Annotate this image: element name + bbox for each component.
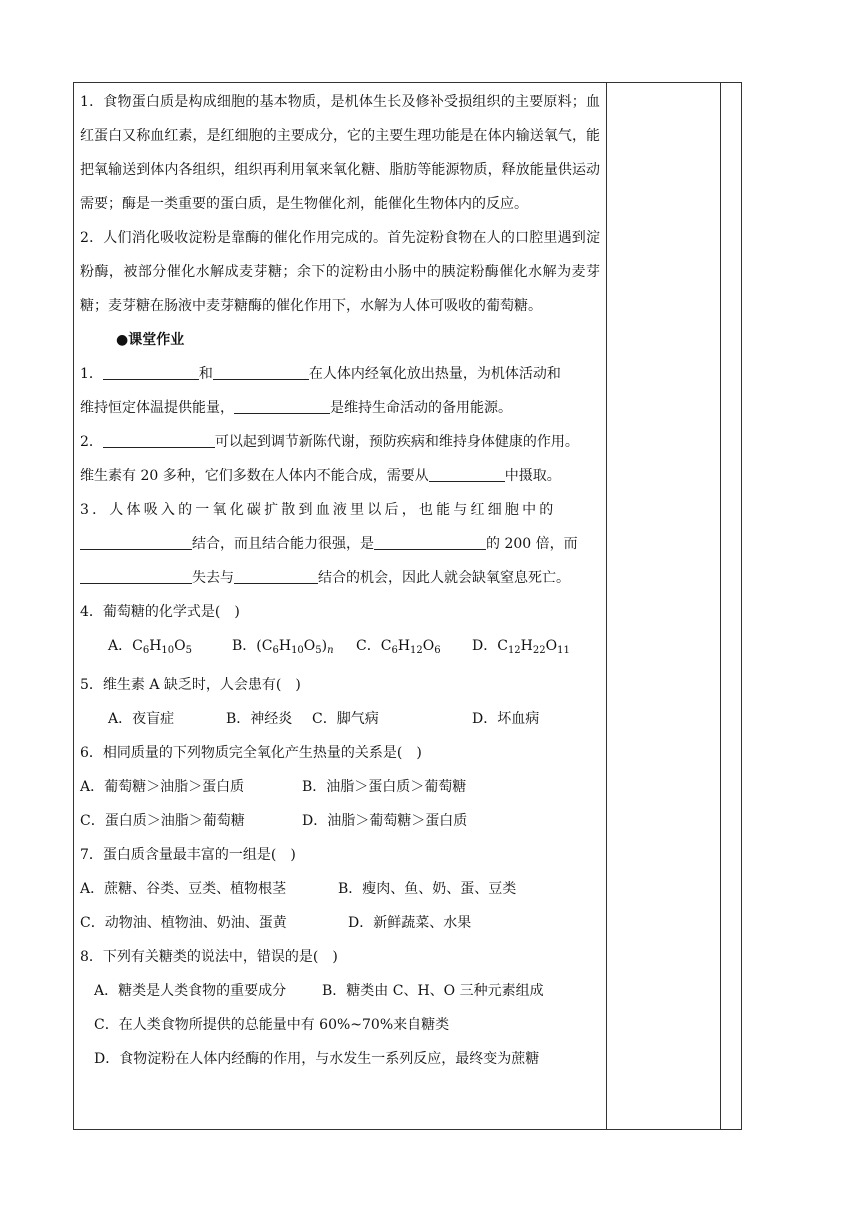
column-divider-1 xyxy=(606,83,607,1129)
option-5a[interactable]: A．夜盲症 xyxy=(108,711,175,727)
question-4-stem: 4．葡萄糖的化学式是( ) xyxy=(80,604,240,620)
option-5d[interactable]: D．坏血病 xyxy=(472,711,540,727)
question-7-stem: 7．蛋白质含量最丰富的一组是( ) xyxy=(80,847,296,863)
question-6-stem: 6．相同质量的下列物质完全氧化产生热量的关系是( ) xyxy=(80,745,422,761)
question-1-line-1: 1． 和 在人体内经氧化放出热量，为机体活动和 xyxy=(80,357,600,391)
question-7-options-row-2 xyxy=(80,906,600,940)
question-4-options xyxy=(80,629,600,668)
option-4b[interactable]: B．$(C_6H_{10}O_5)_n$ xyxy=(232,638,334,656)
table-frame xyxy=(73,82,742,1130)
option-7a[interactable]: A．蔗糖、谷类、豆类、植物根茎 xyxy=(80,881,287,897)
blank-2a[interactable] xyxy=(103,431,215,448)
option-5b[interactable]: B．神经炎 xyxy=(226,711,293,727)
question-2-line-1: 2． 可以起到调节新陈代谢，预防疾病和维持身体健康的作用。 xyxy=(80,425,600,459)
option-7d[interactable]: D．新鲜蔬菜、水果 xyxy=(348,915,472,931)
option-4d[interactable]: D．$C_{12}H_{22}O_{11}$ xyxy=(472,638,570,656)
question-7-options-row-1 xyxy=(80,872,600,906)
question-3-line-1: 3．人体吸入的一氧化碳扩散到血液里以后，也能与红细胞中的 xyxy=(80,502,557,518)
question-8-options-row-1 xyxy=(80,974,600,1008)
column-divider-2 xyxy=(720,83,721,1129)
question-8-stem: 8．下列有关糖类的说法中，错误的是( ) xyxy=(80,949,338,965)
blank-3d[interactable] xyxy=(234,567,318,584)
blank-2b[interactable] xyxy=(429,465,505,482)
option-8a[interactable]: A．糖类是人类食物的重要成分 xyxy=(94,983,287,999)
blank-1b[interactable] xyxy=(213,363,309,380)
blank-3a[interactable] xyxy=(80,533,192,550)
question-3-line-2: 结合，而且结合能力很强，是 的 200 倍，而 xyxy=(80,527,600,561)
blank-3b[interactable] xyxy=(374,533,486,550)
question-2-line-2: 维生素有 20 多种，它们多数在人体内不能合成，需要从 中摄取。 xyxy=(80,459,600,493)
question-5-stem: 5．维生素 A 缺乏时，人会患有( ) xyxy=(80,677,301,693)
blank-3c[interactable] xyxy=(80,567,192,584)
option-6c[interactable]: C．蛋白质＞油脂＞葡萄糖 xyxy=(80,813,245,829)
option-6a[interactable]: A．葡萄糖＞油脂＞蛋白质 xyxy=(80,779,245,795)
option-7b[interactable]: B．瘦肉、鱼、奶、蛋、豆类 xyxy=(338,881,517,897)
option-5c[interactable]: C．脚气病 xyxy=(312,711,379,727)
question-6-options-row-2 xyxy=(80,804,600,838)
section-heading: ●课堂作业 xyxy=(116,332,185,348)
option-4a[interactable]: A．$C_6H_{10}O_5$ xyxy=(108,638,193,656)
question-3-line-3: 失去与 结合的机会，因此人就会缺氧窒息死亡。 xyxy=(80,561,600,595)
question-5-options xyxy=(80,702,600,736)
question-6-options-row-1 xyxy=(80,770,600,804)
option-6d[interactable]: D．油脂＞葡萄糖＞蛋白质 xyxy=(302,813,468,829)
blank-1a[interactable] xyxy=(103,363,199,380)
option-6b[interactable]: B．油脂＞蛋白质＞葡萄糖 xyxy=(302,779,467,795)
main-content xyxy=(80,85,600,1076)
option-4c[interactable]: C．$C_6H_{12}O_6$ xyxy=(356,638,441,656)
option-8c[interactable]: C．在人类食物所提供的总能量中有 60%~70%来自糖类 xyxy=(94,1017,450,1033)
option-8d[interactable]: D．食物淀粉在人体内经酶的作用，与水发生一系列反应，最终变为蔗糖 xyxy=(94,1051,540,1067)
option-8b[interactable]: B．糖类由 C、H、O 三种元素组成 xyxy=(322,983,544,999)
option-7c[interactable]: C．动物油、植物油、奶油、蛋黄 xyxy=(80,915,287,931)
blank-1c[interactable] xyxy=(234,397,330,414)
question-1-line-2: 维持恒定体温提供能量， 是维持生命活动的备用能源。 xyxy=(80,391,600,425)
paragraph-starch: 2．人们消化吸收淀粉是靠酶的催化作用完成的。首先淀粉食物在人的口腔里遇到淀粉酶，被部分催化水解成麦芽糖；余下的淀粉由小肠中的胰淀粉酶催化水解为麦芽糖；麦芽糖在肠液中麦芽糖酶的催化作用下，水解为人体可吸收的葡萄糖。 xyxy=(80,230,600,314)
paragraph-protein: 1．食物蛋白质是构成细胞的基本物质，是机体生长及修补受损组织的主要原料；血红蛋白又称血红素，是红细胞的主要成分，它的主要生理功能是在体内输送氧气，能把氧输送到体内各组织，组织再利用氧来氧化糖、脂肪等能源物质，释放能量供运动需要；酶是一类重要的蛋白质，是生物催化剂，能催化生物体内的反应。 xyxy=(80,94,600,212)
